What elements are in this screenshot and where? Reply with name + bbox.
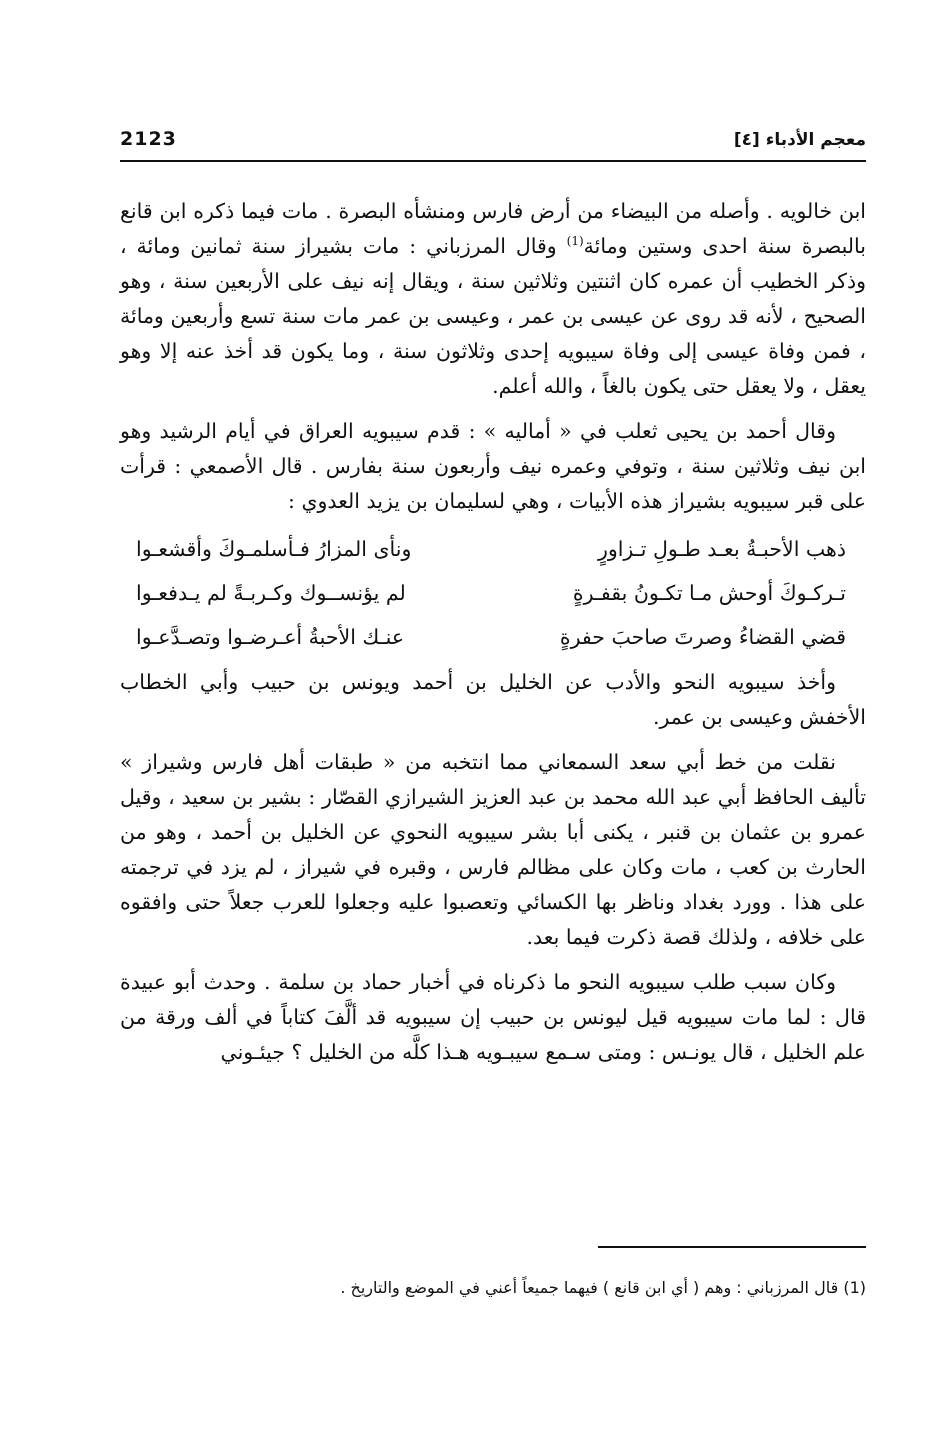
running-title: معجم الأدباء [٤] bbox=[733, 130, 866, 150]
page-number: 2123 bbox=[120, 128, 177, 150]
header-rule bbox=[120, 160, 866, 162]
footnote bbox=[120, 1278, 866, 1297]
poem bbox=[120, 527, 866, 659]
poem-verse bbox=[120, 571, 866, 615]
footnote-number: (1) bbox=[843, 1278, 866, 1297]
paragraph-5: وكان سبب طلب سيبويه النحو ما ذكرناه في أخبار حماد بن سلمة . وحدث أبو عبيدة قال : لما مات سيبويه قيل ليونس بن حبيب إن سيبويه قد ألَّفَ كتاباً في ألف ورقة من علم الخليل ، قال يونـس : ومتى سـمع سيبـويه هـذا كلَّه من الخليل ؟ جيئـوني bbox=[120, 970, 866, 1064]
paragraph-4: نقلت من خط أبي سعد السمعاني مما انتخبه من « طبقات أهل فارس وشيراز » تأليف الحافظ أبي عبد الله محمد بن عبد العزيز الشيرازي القصّار : بشير بن سعيد ، وقيل عمرو بن عثمان بن قنبر ، يكنى أبا بشر سيبويه النحوي عن الخليل بن أحمد ، وهو من الحارث بن كعب ، مات وكان على مظالم فارس ، وقبره في شيراز ، لم يزد في ترجمته على هذا . وورد بغداد وناظر بها الكسائي وتعصبوا عليه وجعلوا للعرب جعلاً حتى وافقوه على خلافه ، ولذلك قصة ذكرت فيما بعد. bbox=[120, 750, 866, 949]
verse-second-hemistich: لم يؤنســوك وكـربـةً لم يـدفعـوا bbox=[136, 581, 406, 605]
verse-first-hemistich: قضي القضاءُ وصرتَ صاحبَ حفرةٍ bbox=[559, 625, 846, 649]
paragraph-2: وقال أحمد بن يحيى ثعلب في « أماليه » : قدم سيبويه العراق في أيام الرشيد وهو ابن نيف وثلاثين سنة ، وتوفي وعمره نيف وأربعون سنة بفارس . قال الأصمعي : قرأت على قبر سيبويه بشيراز هذه الأبيات ، وهي لسليمان بن يزيد العدوي : bbox=[120, 419, 866, 513]
paragraph-3: وأخذ سيبويه النحو والأدب عن الخليل بن أحمد ويونس بن حبيب وأبي الخطاب الأخفش وعيسى بن عمر. bbox=[120, 670, 866, 729]
paragraph-1 bbox=[120, 194, 866, 404]
page-body bbox=[120, 194, 866, 1070]
footnote-rule bbox=[598, 1246, 866, 1248]
footnote-text: قال المرزباني : وهم ( أي ابن قانع ) فيهما جميعاً أعني في الموضع والتاريخ . bbox=[340, 1278, 839, 1297]
verse-second-hemistich: ونأى المزارُ فـأسلمـوكَ وأقشعـوا bbox=[136, 537, 412, 561]
verse-first-hemistich: تـركـوكَ أوحش مـا تكـونُ بقفـرةٍ bbox=[572, 581, 846, 605]
paragraph-1-text: ابن خالويه . وأصله من البيضاء من أرض فارس ومنشأه البصرة . مات فيما ذكره ابن قانع بالبصرة سنة احدى وستين ومائة bbox=[120, 199, 866, 258]
poem-verse bbox=[120, 527, 866, 571]
verse-second-hemistich: عنـك الأحبةُ أعـرضـوا وتصـدَّعـوا bbox=[136, 625, 405, 649]
footnote-ref: (1) bbox=[566, 234, 584, 249]
verse-first-hemistich: ذهب الأحبـةُ بعـد طـولِ تـزاورٍ bbox=[597, 537, 846, 561]
paragraph-1-text-cont: وقال المرزباني : مات بشيراز سنة ثمانين ومائة ، وذكر الخطيب أن عمره كان اثنتين وثلاثين سنة ، ويقال إنه نيف على الأربعين سنة ، وهو الصحيح ، لأنه قد روى عن عيسى بن عمر ، وعيسى بن عمر مات سنة تسع وأربعين ومائة ، فمن وفاة عيسى إلى وفاة سيبويه إحدى وثلاثون سنة ، وما يكون قد أخذ عنه إلا وهو يعقل ، ولا يعقل حتى يكون بالغاً ، والله أعلم. bbox=[120, 234, 866, 398]
page-header bbox=[120, 128, 866, 150]
poem-verse bbox=[120, 615, 866, 659]
